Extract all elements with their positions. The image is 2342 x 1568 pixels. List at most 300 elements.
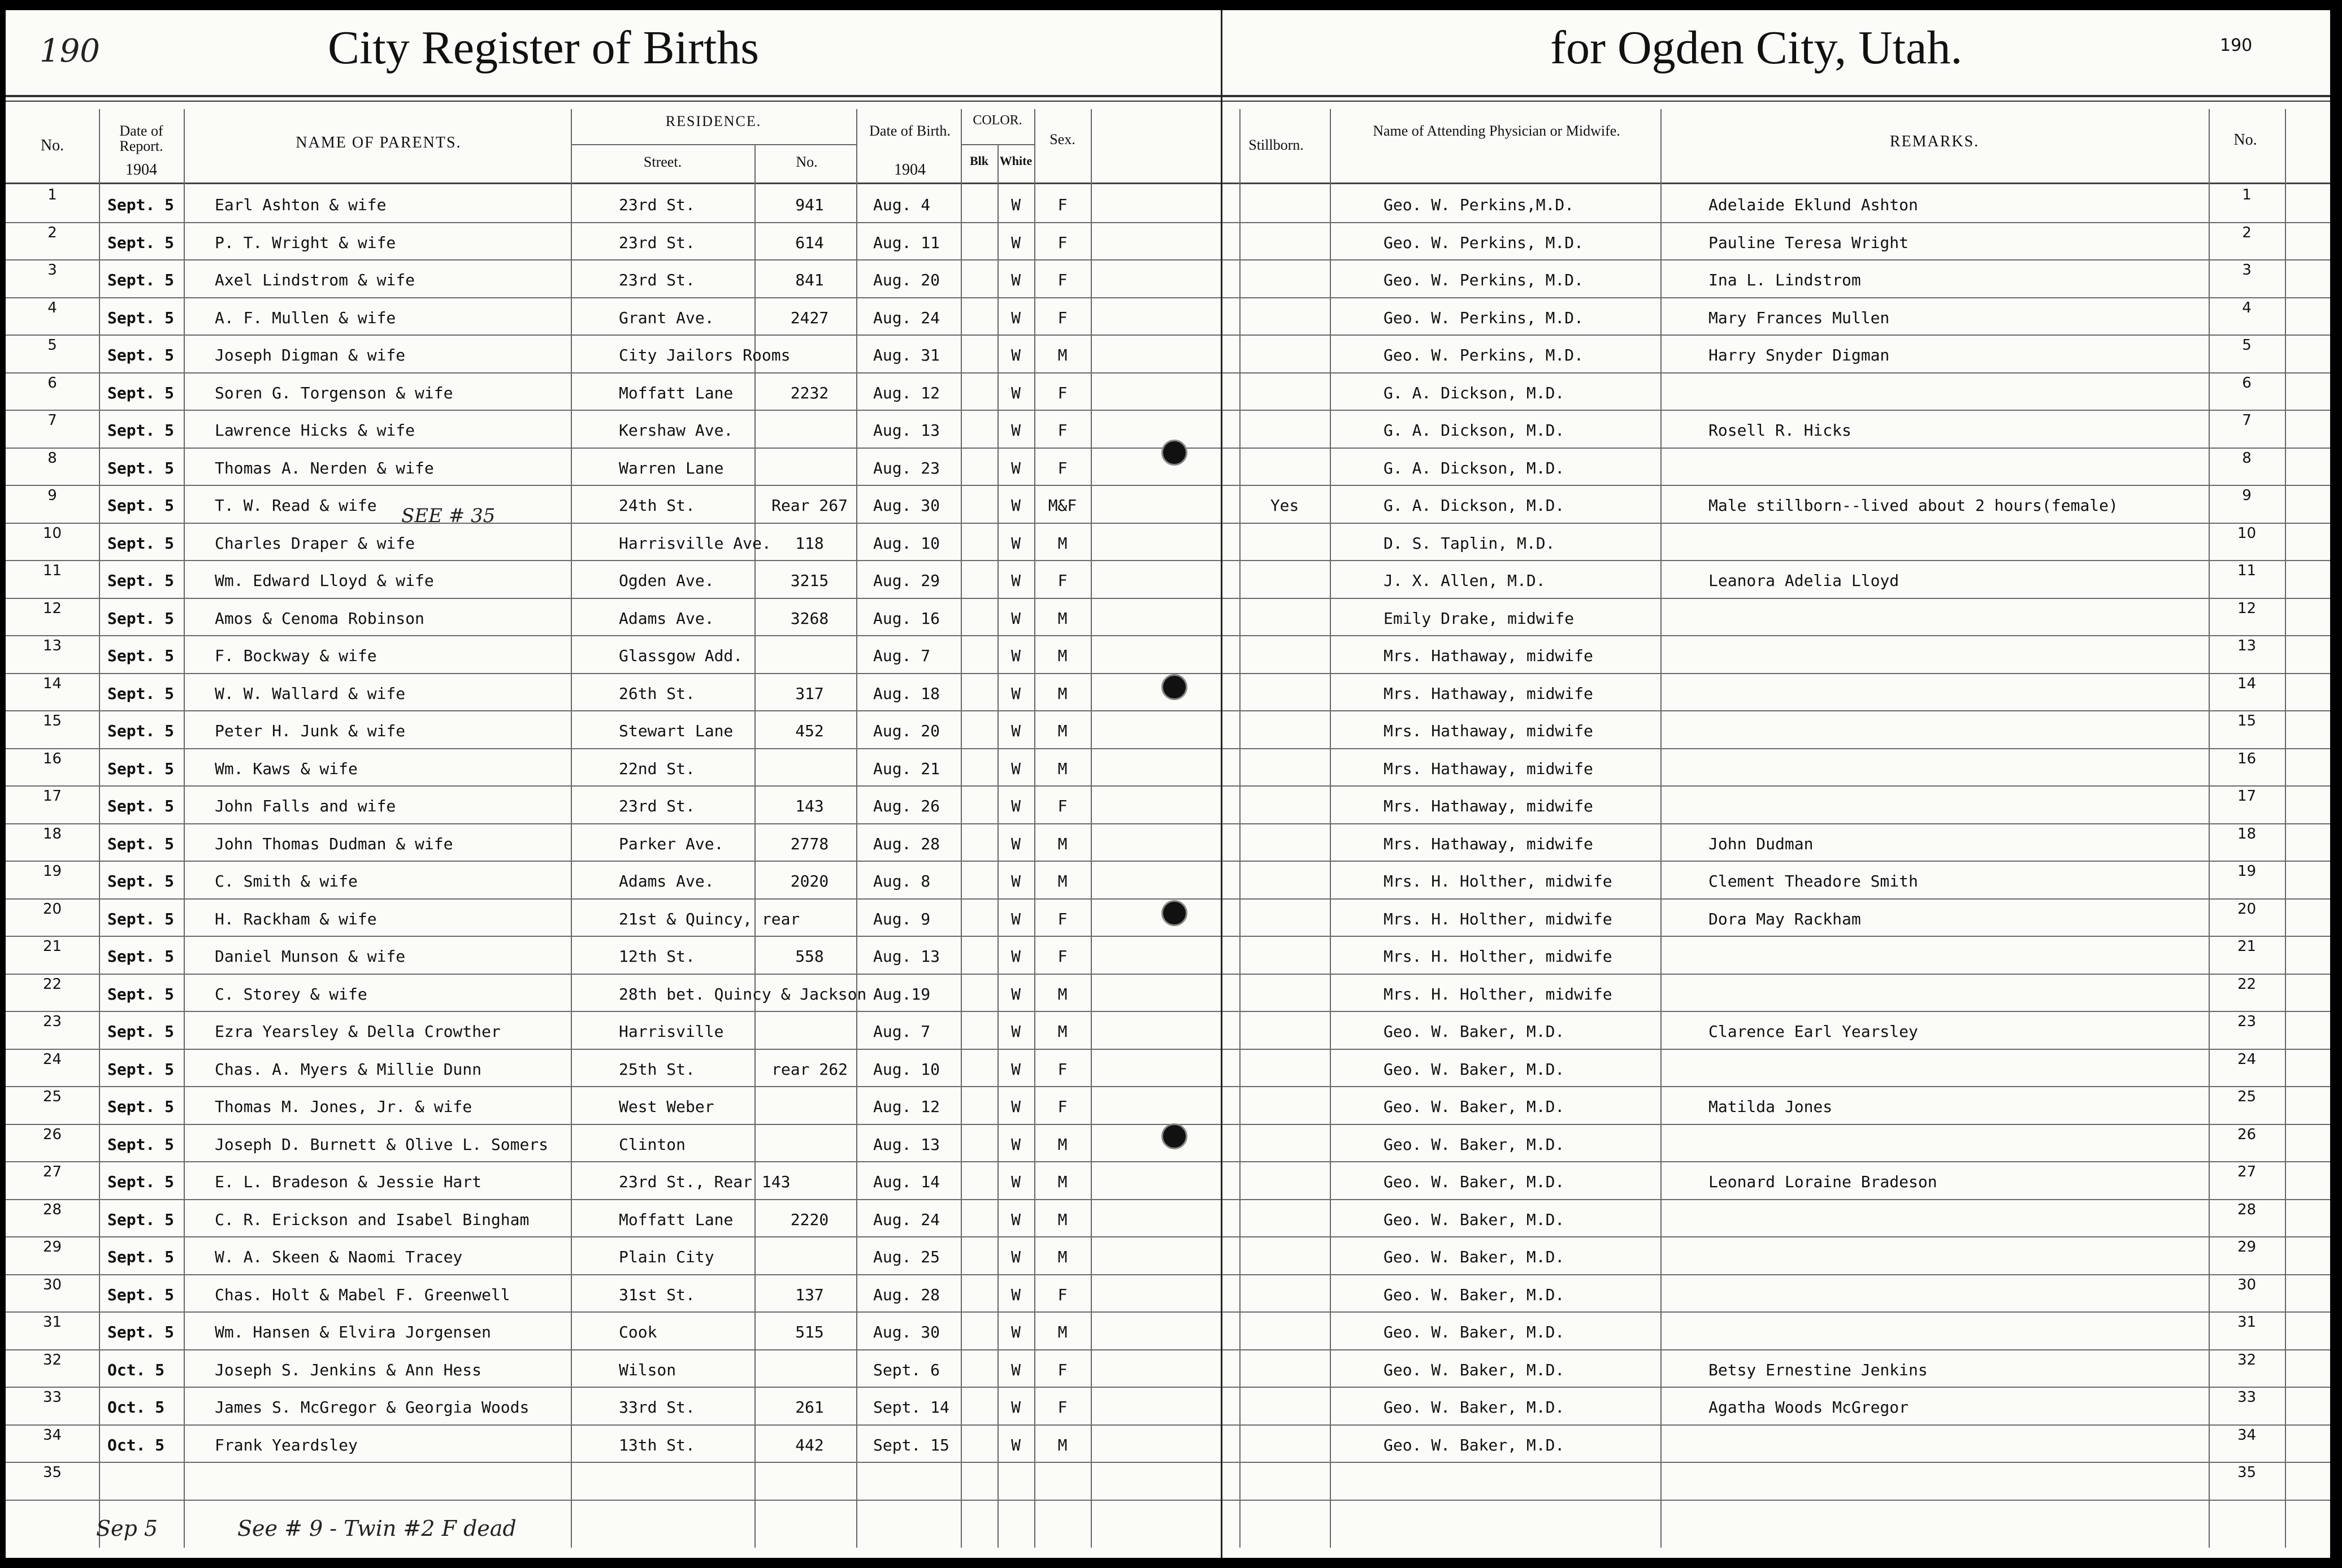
row-number: 19	[42, 863, 62, 880]
row-rule	[6, 485, 1221, 486]
sex-value: F	[1057, 271, 1068, 289]
row-rule	[6, 598, 1221, 599]
sex-value: M	[1057, 1248, 1068, 1266]
row-number-right: 10	[2237, 524, 2257, 542]
row-number: 33	[42, 1389, 62, 1406]
row-rule	[6, 861, 1221, 862]
row-number: 11	[42, 562, 62, 579]
header-color: COLOR.	[973, 113, 1022, 128]
residence-street: Harrisville	[619, 1022, 724, 1041]
residence-street: Harrisville Ave.	[619, 533, 771, 553]
report-date: Sept. 5	[107, 759, 175, 778]
row-number-right: 7	[2242, 412, 2252, 429]
physician-name: Mrs. Hathaway, midwife	[1383, 684, 1593, 703]
row-number-right: 15	[2237, 713, 2257, 729]
right-page-number: 190	[2220, 36, 2253, 55]
residence-number: 2778	[790, 834, 829, 853]
sex-value: F	[1057, 383, 1068, 402]
parents-name: Earl Ashton & wife	[215, 196, 387, 214]
birth-date: Sept. 6	[873, 1360, 940, 1379]
top-rule	[1222, 95, 2330, 97]
color-value: W	[1011, 271, 1021, 289]
row-rule	[1222, 1311, 2330, 1313]
color-value: W	[1011, 722, 1021, 740]
row-rule	[1222, 410, 2330, 411]
sex-value: F	[1057, 1285, 1068, 1304]
residence-street: Adams Ave.	[619, 872, 714, 891]
sex-value: F	[1057, 458, 1068, 477]
color-value: W	[1011, 1323, 1021, 1341]
report-date: Sept. 5	[107, 1022, 175, 1041]
row-number: 10	[42, 524, 62, 542]
row-number-right: 11	[2237, 562, 2257, 579]
residence-street: 12th St.	[619, 947, 695, 966]
col-divider	[961, 109, 962, 1548]
report-date: Sept. 5	[107, 496, 175, 515]
report-date: Oct. 5	[107, 1360, 165, 1379]
row-number-right: 24	[2237, 1050, 2257, 1068]
report-date: Sept. 5	[107, 1248, 175, 1266]
row-rule	[6, 936, 1221, 937]
physician-name: Mrs. Hathaway, midwife	[1383, 646, 1593, 665]
report-date: Sept. 5	[107, 909, 175, 928]
sex-value: F	[1057, 797, 1068, 815]
report-date: Sept. 5	[107, 196, 175, 214]
sex-value: M	[1057, 1172, 1068, 1191]
report-date: Sept. 5	[107, 571, 175, 590]
report-date: Sept. 5	[107, 1097, 175, 1116]
parents-name: Frank Yeardsley	[215, 1435, 358, 1454]
row-number-right: 28	[2237, 1201, 2257, 1218]
residence-number: rear 262	[771, 1059, 848, 1079]
header-residence-no: No.	[796, 154, 818, 170]
parents-name: Wm. Edward Lloyd & wife	[215, 571, 434, 590]
header-residence: RESIDENCE.	[665, 113, 762, 129]
parents-name: Daniel Munson & wife	[215, 947, 406, 966]
row-number: 9	[47, 487, 57, 504]
color-value: W	[1011, 421, 1021, 440]
parents-name: James S. McGregor & Georgia Woods	[215, 1398, 530, 1417]
row-rule	[1222, 297, 2330, 298]
row-number: 35	[42, 1464, 62, 1481]
residence-street: Moffatt Lane	[619, 383, 734, 402]
row-number: 31	[42, 1314, 62, 1331]
row-number: 20	[42, 900, 62, 918]
remarks-value: Rosell R. Hicks	[1708, 421, 1851, 440]
residence-number: 3268	[790, 609, 829, 628]
row-number: 28	[42, 1201, 62, 1218]
color-value: W	[1011, 984, 1021, 1004]
remarks-value: Matilda Jones	[1708, 1097, 1833, 1116]
physician-name: Geo. W. Baker, M.D.	[1383, 1172, 1565, 1191]
parents-name: Joseph S. Jenkins & Ann Hess	[215, 1360, 482, 1379]
color-value: W	[1011, 1285, 1021, 1304]
physician-name: Geo. W. Baker, M.D.	[1383, 1285, 1565, 1304]
row-rule	[6, 1086, 1221, 1087]
physician-name: Mrs. Hathaway, midwife	[1383, 834, 1593, 853]
left-page-title: City Register of Births	[328, 21, 759, 74]
residence-number: 118	[795, 533, 824, 553]
row35-handwritten-report: Sep 5	[96, 1516, 158, 1541]
sex-value: M	[1057, 1323, 1068, 1341]
physician-name: Mrs. H. Holther, midwife	[1383, 872, 1612, 891]
row-number-right: 3	[2242, 262, 2252, 279]
row-rule	[6, 1500, 1221, 1501]
row-number-right: 5	[2242, 337, 2252, 354]
residence-number: 2427	[790, 308, 829, 327]
residence-street: Ogden Ave.	[619, 571, 714, 590]
parents-name: Lawrence Hicks & wife	[215, 421, 415, 440]
row-number-right: 17	[2237, 788, 2257, 805]
row-number: 21	[42, 938, 62, 955]
residence-street: 26th St.	[619, 684, 695, 703]
row-number-right: 35	[2237, 1464, 2257, 1481]
residence-number: 137	[795, 1285, 824, 1304]
physician-name: Mrs. Hathaway, midwife	[1383, 722, 1593, 740]
remarks-value: Pauline Teresa Wright	[1708, 233, 1909, 252]
birth-date: Aug. 31	[873, 346, 940, 364]
header-birth-year: 1904	[894, 161, 926, 179]
parents-name: A. F. Mullen & wife	[215, 308, 396, 327]
header-street: Street.	[643, 154, 682, 170]
color-value: W	[1011, 1022, 1021, 1041]
row-number-right: 30	[2237, 1276, 2257, 1293]
row-rule	[6, 898, 1221, 900]
physician-name: Geo. W. Baker, M.D.	[1383, 1248, 1565, 1266]
row-number-right: 13	[2237, 637, 2257, 654]
header-no: No.	[40, 137, 64, 154]
report-date: Sept. 5	[107, 421, 175, 440]
report-date: Sept. 5	[107, 1135, 175, 1154]
residence-street: Kershaw Ave.	[619, 421, 734, 440]
color-value: W	[1011, 1210, 1021, 1229]
row-number-right: 14	[2237, 675, 2257, 692]
color-value: W	[1011, 759, 1021, 778]
row-rule	[1222, 974, 2330, 975]
birth-date: Aug. 28	[873, 834, 940, 853]
header-stillborn: Stillborn.	[1248, 137, 1304, 153]
row-number: 16	[42, 750, 62, 767]
sex-value: M	[1057, 722, 1068, 740]
physician-name: Geo. W. Baker, M.D.	[1383, 1022, 1565, 1041]
birth-date: Aug. 24	[873, 1210, 940, 1229]
birth-date: Aug. 14	[873, 1172, 940, 1191]
row-number: 15	[42, 713, 62, 729]
remarks-value: Male stillborn--lived about 2 hours(female)	[1708, 496, 2118, 515]
parents-name: Charles Draper & wife	[215, 533, 415, 553]
row-number: 27	[42, 1163, 62, 1180]
sex-value: M	[1057, 646, 1068, 665]
report-date: Sept. 5	[107, 684, 175, 703]
report-date: Sept. 5	[107, 233, 175, 252]
col-divider	[1660, 109, 1662, 1548]
sex-value: F	[1057, 308, 1068, 327]
parents-name: Peter H. Junk & wife	[215, 722, 406, 740]
remarks-value: Agatha Woods McGregor	[1708, 1398, 1909, 1417]
residence-street: City Jailors Rooms	[619, 346, 791, 364]
birth-date: Aug. 29	[873, 571, 940, 590]
birth-date: Aug. 20	[873, 271, 940, 289]
row-number: 4	[47, 299, 57, 316]
sex-value: M	[1057, 609, 1068, 628]
row-rule	[6, 448, 1221, 449]
birth-date: Sept. 14	[873, 1398, 949, 1417]
color-value: W	[1011, 1248, 1021, 1266]
row-number-right: 23	[2237, 1013, 2257, 1030]
row-number-right: 19	[2237, 863, 2257, 880]
physician-name: Geo. W. Baker, M.D.	[1383, 1097, 1565, 1116]
col-divider	[184, 109, 185, 1548]
color-value: W	[1011, 909, 1021, 928]
physician-name: Emily Drake, midwife	[1383, 609, 1575, 628]
sex-value: F	[1057, 1059, 1068, 1079]
row-rule	[1222, 523, 2330, 524]
sex-value: M	[1057, 1022, 1068, 1041]
row-rule	[6, 974, 1221, 975]
parents-name: Joseph Digman & wife	[215, 346, 406, 364]
residence-street: 13th St.	[619, 1435, 695, 1454]
physician-name: D. S. Taplin, M.D.	[1383, 533, 1555, 553]
color-value: W	[1011, 1135, 1021, 1154]
color-value: W	[1011, 1398, 1021, 1417]
remarks-value: Leanora Adelia Lloyd	[1708, 571, 1899, 590]
row-rule	[1222, 1236, 2330, 1237]
sex-value: F	[1057, 1097, 1068, 1116]
birth-date: Aug. 8	[873, 872, 931, 891]
row-number-right: 20	[2237, 900, 2257, 918]
top-rule-thin	[1222, 101, 2330, 102]
residence-number: Rear 267	[771, 496, 848, 515]
row-number-right: 29	[2237, 1239, 2257, 1256]
color-value: W	[1011, 196, 1021, 214]
birth-date: Aug. 10	[873, 1059, 940, 1079]
report-date: Sept. 5	[107, 308, 175, 327]
physician-name: J. X. Allen, M.D.	[1383, 571, 1546, 590]
residence-street: 23rd St.	[619, 233, 695, 252]
row-number: 25	[42, 1088, 62, 1105]
row-number-right: 12	[2237, 600, 2257, 617]
report-date: Oct. 5	[107, 1435, 165, 1454]
row-rule	[1222, 222, 2330, 223]
residence-number: 317	[795, 684, 824, 703]
row-rule	[6, 635, 1221, 636]
row-rule	[6, 823, 1221, 824]
physician-name: Geo. W. Perkins, M.D.	[1383, 346, 1584, 364]
row-number: 32	[42, 1351, 62, 1369]
sex-value: M	[1057, 533, 1068, 553]
row-number-right: 21	[2237, 938, 2257, 955]
row-rule	[6, 259, 1221, 260]
birth-date: Aug. 28	[873, 1285, 940, 1304]
color-value: W	[1011, 1059, 1021, 1079]
row-number: 13	[42, 637, 62, 654]
report-date: Sept. 5	[107, 1059, 175, 1079]
row-number: 29	[42, 1239, 62, 1256]
physician-name: Mrs. H. Holther, midwife	[1383, 984, 1612, 1004]
residence-street: Stewart Lane	[619, 722, 734, 740]
sex-value: F	[1057, 421, 1068, 440]
report-date: Sept. 5	[107, 1323, 175, 1341]
report-date: Sept. 5	[107, 458, 175, 477]
row-rule	[6, 560, 1221, 561]
sex-value: M	[1057, 984, 1068, 1004]
physician-name: Geo. W. Baker, M.D.	[1383, 1360, 1565, 1379]
row-rule	[6, 335, 1221, 336]
row-rule	[6, 410, 1221, 411]
residence-number: 2232	[790, 383, 829, 402]
row-number-right: 34	[2237, 1426, 2257, 1444]
row-rule	[1222, 1349, 2330, 1350]
row-number-right: 4	[2242, 299, 2252, 316]
birth-date: Aug. 26	[873, 797, 940, 815]
remarks-value: Clement Theadore Smith	[1708, 872, 1918, 891]
report-date: Sept. 5	[107, 722, 175, 740]
row-number: 18	[42, 825, 62, 842]
residence-street: 25th St.	[619, 1059, 695, 1079]
physician-name: Geo. W. Baker, M.D.	[1383, 1398, 1565, 1417]
birth-date: Aug. 13	[873, 1135, 940, 1154]
row-number: 6	[47, 374, 57, 392]
row-rule	[6, 748, 1221, 749]
physician-name: G. A. Dickson, M.D.	[1383, 496, 1565, 515]
row-rule	[6, 1199, 1221, 1200]
birth-date: Aug. 12	[873, 1097, 940, 1116]
residence-number: 143	[795, 797, 824, 815]
birth-date: Aug. 9	[873, 909, 931, 928]
parents-name: W. A. Skeen & Naomi Tracey	[215, 1248, 463, 1266]
row-number-right: 33	[2237, 1389, 2257, 1406]
row-rule	[6, 710, 1221, 711]
header-bottom-rule	[1222, 183, 2330, 184]
row-number: 24	[42, 1050, 62, 1068]
row-rule	[1222, 710, 2330, 711]
sex-value: F	[1057, 947, 1068, 966]
parents-name: H. Rackham & wife	[215, 909, 377, 928]
physician-name: Geo. W. Baker, M.D.	[1383, 1323, 1565, 1341]
physician-name: Geo. W. Baker, M.D.	[1383, 1210, 1565, 1229]
color-value: W	[1011, 872, 1021, 891]
residence-street: 24th St.	[619, 496, 695, 515]
report-date: Sept. 5	[107, 984, 175, 1004]
birth-date: Aug. 12	[873, 383, 940, 402]
row-number: 7	[47, 412, 57, 429]
residence-number: 452	[795, 722, 824, 740]
residence-number: 3215	[790, 571, 829, 590]
header-remarks: REMARKS.	[1889, 133, 1980, 150]
row-rule	[6, 785, 1221, 787]
row-rule	[6, 1161, 1221, 1162]
row-rule	[6, 673, 1221, 674]
residence-street: Glassgow Add.	[619, 646, 743, 665]
parents-name: C. Smith & wife	[215, 872, 358, 891]
binder-hole	[1161, 674, 1187, 700]
parents-name: Thomas A. Nerden & wife	[215, 458, 434, 477]
report-date: Sept. 5	[107, 383, 175, 402]
residence-street: 33rd St.	[619, 1398, 695, 1417]
residence-street: 21st & Quincy, rear	[619, 909, 800, 928]
row-number: 17	[42, 788, 62, 805]
row-rule	[1222, 673, 2330, 674]
top-rule-thin	[6, 101, 1221, 102]
header-white: White	[999, 154, 1033, 168]
sex-value: M	[1057, 346, 1068, 364]
parents-name: Joseph D. Burnett & Olive L. Somers	[215, 1135, 549, 1154]
row-rule	[6, 1387, 1221, 1388]
row-number-right: 18	[2237, 825, 2257, 842]
row-rule	[1222, 1274, 2330, 1275]
sex-value: F	[1057, 1398, 1068, 1417]
report-date: Sept. 5	[107, 646, 175, 665]
row-rule	[1222, 485, 2330, 486]
residence-number: 2020	[790, 872, 829, 891]
birth-date: Aug. 18	[873, 684, 940, 703]
physician-name: Geo. W. Perkins,M.D.	[1383, 196, 1575, 214]
physician-name: Mrs. H. Holther, midwife	[1383, 909, 1612, 928]
sex-value: M	[1057, 759, 1068, 778]
row-rule	[1222, 335, 2330, 336]
physician-name: Geo. W. Baker, M.D.	[1383, 1435, 1565, 1454]
row35-handwritten-note: See # 9 - Twin #2 F dead	[237, 1516, 517, 1541]
remarks-value: Clarence Earl Yearsley	[1708, 1022, 1918, 1041]
row-rule	[1222, 598, 2330, 599]
remarks-value: John Dudman	[1708, 834, 1814, 853]
physician-name: Geo. W. Perkins, M.D.	[1383, 233, 1584, 252]
right-page-title: for Ogden City, Utah.	[1550, 21, 1963, 74]
row-rule	[6, 1349, 1221, 1350]
binder-hole	[1161, 1123, 1187, 1149]
parents-name: W. W. Wallard & wife	[215, 684, 406, 703]
sex-value: M	[1057, 834, 1068, 853]
residence-street: Clinton	[619, 1135, 686, 1154]
birth-date: Aug. 7	[873, 646, 931, 665]
physician-name: Mrs. Hathaway, midwife	[1383, 759, 1593, 778]
birth-date: Aug. 13	[873, 947, 940, 966]
residence-street: Grant Ave.	[619, 308, 714, 327]
residence-subrule	[571, 144, 856, 145]
row-number-right: 31	[2237, 1314, 2257, 1331]
parents-name: C. Storey & wife	[215, 984, 367, 1004]
residence-number: 614	[795, 233, 824, 252]
col-divider	[1330, 109, 1331, 1548]
physician-name: G. A. Dickson, M.D.	[1383, 421, 1565, 440]
parents-name: Ezra Yearsley & Della Crowther	[215, 1022, 501, 1041]
birth-date: Aug.19	[873, 984, 931, 1004]
parents-name: P. T. Wright & wife	[215, 233, 396, 252]
residence-street: 23rd St., Rear 143	[619, 1172, 791, 1191]
physician-name: Geo. W. Perkins, M.D.	[1383, 308, 1584, 327]
sex-value: M	[1057, 1135, 1068, 1154]
row-rule	[1222, 1424, 2330, 1426]
right-page	[1221, 10, 2330, 1558]
physician-name: Geo. W. Perkins, M.D.	[1383, 271, 1584, 289]
row-number: 34	[42, 1426, 62, 1444]
color-value: W	[1011, 797, 1021, 815]
remarks-value: Leonard Loraine Bradeson	[1708, 1172, 1937, 1191]
row-rule	[6, 372, 1221, 373]
report-date: Sept. 5	[107, 834, 175, 853]
physician-name: Mrs. H. Holther, midwife	[1383, 947, 1612, 966]
remarks-value: Betsy Ernestine Jenkins	[1708, 1360, 1928, 1379]
row-rule	[1222, 1086, 2330, 1087]
birth-date: Aug. 10	[873, 533, 940, 553]
residence-street: Plain City	[619, 1248, 714, 1266]
parents-name: John Thomas Dudman & wife	[215, 834, 453, 853]
color-value: W	[1011, 684, 1021, 703]
row-rule	[1222, 560, 2330, 561]
residence-number: 841	[795, 271, 824, 289]
row-rule	[6, 1424, 1221, 1426]
residence-street: Warren Lane	[619, 458, 724, 477]
